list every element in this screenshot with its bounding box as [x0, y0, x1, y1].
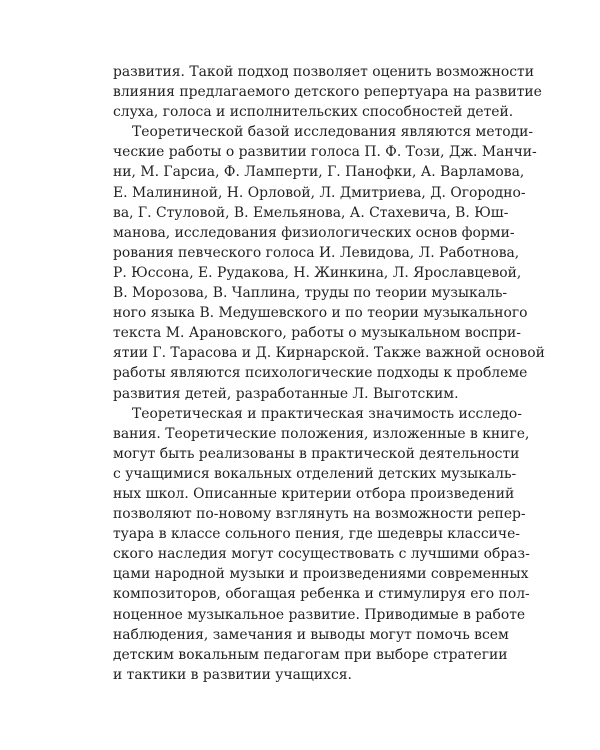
- paragraph-3: [113, 404, 530, 685]
- text-line: Е. Малининой, Н. Орловой, Л. Дмитриева, Д. Огородно-: [113, 184, 526, 201]
- text-line: ных школ. Описанные критерии отбора произведений: [113, 485, 515, 502]
- text-line: ятии Г. Тарасова и Д. Кирнарской. Также важной основой: [113, 345, 545, 362]
- paragraph-1: [113, 62, 542, 122]
- text-line: развития. Такой подход позволяет оценить возможности: [113, 64, 534, 80]
- text-line: работы являются психологические подходы к проблеме: [113, 365, 528, 382]
- text-line: Р. Юссона, Е. Рудакова, Н. Жинкина, Л. Ярославцевой,: [113, 264, 522, 281]
- text-line: влияния предлагаемого детского репертуара на развитие: [113, 84, 542, 101]
- text-line: и тактики в развитии учащихся.: [113, 666, 352, 683]
- text-line: текста М. Арановского, работы о музыкальном воспри-: [113, 325, 521, 342]
- text-line: вания. Теоретические положения, изложенные в книге,: [113, 425, 530, 442]
- text-line: ного языка В. Медушевского и по теории музыкального: [113, 305, 528, 322]
- text-line: цами народной музыки и произведениями современных: [113, 566, 529, 583]
- text-line: В. Морозова, В. Чаплина, труды по теории музыкаль-: [113, 285, 508, 302]
- text-line: ноценное музыкальное развитие. Приводимые в работе: [113, 606, 526, 623]
- text-line: ческие работы о развитии голоса П. Ф. Този, Дж. Манчи-: [113, 144, 537, 161]
- text-line: детским вокальным педагогам при выборе стратегии: [113, 646, 508, 663]
- text-line: манова, исследования физиологических основ форми-: [113, 224, 515, 241]
- text-line: рования певческого голоса И. Левидова, Л. Работнова,: [113, 244, 520, 261]
- text-line: ского наследия могут сосуществовать с лучшими образ-: [113, 546, 530, 563]
- text-line: туара в классе сольного пения, где шедевры классиче-: [113, 526, 520, 543]
- paragraph-2: [113, 122, 545, 403]
- text-line: развития детей, разработанные Л. Выготским.: [113, 385, 459, 402]
- text-line: ва, Г. Стуловой, В. Емельянова, А. Стахевича, В. Юш-: [113, 204, 509, 221]
- text-line: позволяют по-новому взглянуть на возможности репер-: [113, 506, 526, 523]
- text-line: слуха, голоса и исполнительских способностей детей.: [113, 104, 514, 121]
- text-line: композиторов, обогащая ребенка и стимулируя его пол-: [113, 586, 530, 603]
- text-line: могут быть реализованы в практической деятельности: [113, 445, 520, 462]
- text-line: Теоретическая и практическая значимость исследо-: [132, 405, 522, 422]
- text-line: наблюдения, замечания и выводы могут помочь всем: [113, 626, 509, 643]
- text-line: ни, М. Гарсиа, Ф. Ламперти, Г. Панофки, А. Варламова,: [113, 164, 525, 181]
- text-line: с учащимися вокальных отделений детских музыкаль-: [113, 465, 517, 482]
- body-text: [113, 62, 545, 685]
- text-line: Теоретической базой исследования являются методи-: [132, 124, 534, 141]
